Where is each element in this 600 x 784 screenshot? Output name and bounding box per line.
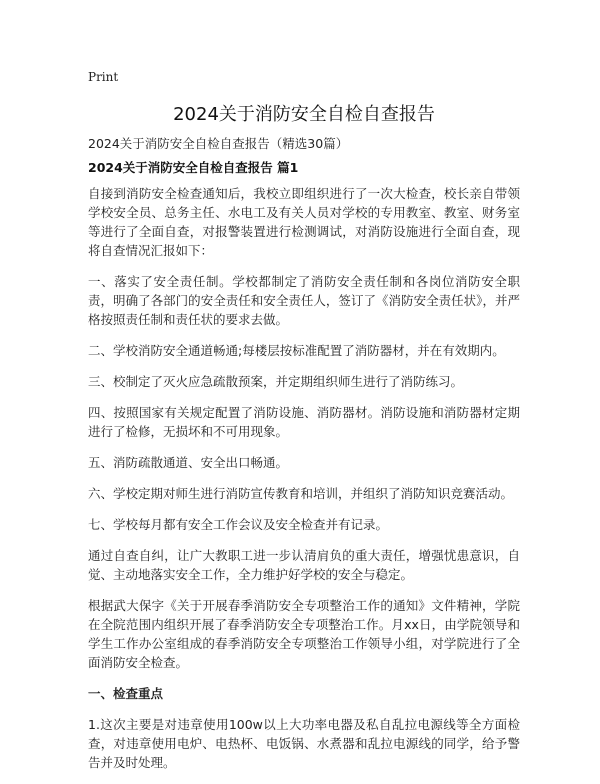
paragraph-item-7: 七、学校每月都有安全工作会议及安全检查并有记录。 — [88, 517, 389, 532]
paragraph-item-4: 四、按照国家有关规定配置了消防设施、消防器材。消防设施和消防器材定期进行了检修，无损坏和不可用现象。 — [88, 405, 520, 439]
paragraph-item-3: 三、校制定了灭火应急疏散预案，并定期组织师生进行了消防练习。 — [88, 374, 464, 389]
paragraph-background: 根据武大保字《关于开展春季消防安全专项整治工作的通知》文件精神，学院在全院范围内组织开展了春季消防安全专项整治工作。月xx日，由学院领导和学生工作办公室组成的春季消防安全专项整治工作领导小组，对学院进行了全面消防安全检查。 — [88, 598, 520, 670]
section-heading: 2024关于消防安全自检自查报告 篇1 — [88, 160, 299, 175]
paragraph-item-2: 二、学校消防安全通道畅通;每楼层按标准配置了消防器材，并在有效期内。 — [88, 343, 505, 358]
print-link[interactable]: Print — [88, 70, 119, 84]
subheading-inspection-focus: 一、检查重点 — [88, 686, 164, 701]
document-title: 2024关于消防安全自检自查报告 — [173, 104, 435, 125]
document-subtitle: 2024关于消防安全自检自查报告（精选30篇） — [88, 136, 349, 151]
document-body — [88, 184, 520, 784]
paragraph-item-5: 五、消防疏散通道、安全出口畅通。 — [88, 455, 289, 470]
paragraph-item-6: 六、学校定期对师生进行消防宣传教育和培训，并组织了消防知识竞赛活动。 — [88, 486, 514, 501]
paragraph-intro: 自接到消防安全检查通知后，我校立即组织进行了一次大检查，校长亲自带领学校安全员、总务主任、水电工及有关人员对学校的专用教室、教室、财务室等进行了全面自查，对报警装置进行检测调试，对消防设施进行全面自查，现将自查情况汇报如下： — [88, 186, 520, 258]
paragraph-item-1: 一、落实了安全责任制。学校都制定了消防安全责任制和各岗位消防安全职责，明确了各部门的安全责任和安全责任人，签订了《消防安全责任状》，并严格按照责任制和责任状的要求去做。 — [88, 274, 520, 327]
paragraph-focus-1: 1.这次主要是对违章使用100w以上大功率电器及私自乱拉电源线等全方面检查，对违章使用电炉、电热杯、电饭锅、水煮器和乱拉电源线的同学，给予警告并及时处理。 — [88, 717, 520, 770]
paragraph-conclusion: 通过自查自纠，让广大教职工进一步认清肩负的重大责任，增强忧患意识，自觉、主动地落实安全工作，全力维护好学校的安全与稳定。 — [88, 548, 520, 582]
